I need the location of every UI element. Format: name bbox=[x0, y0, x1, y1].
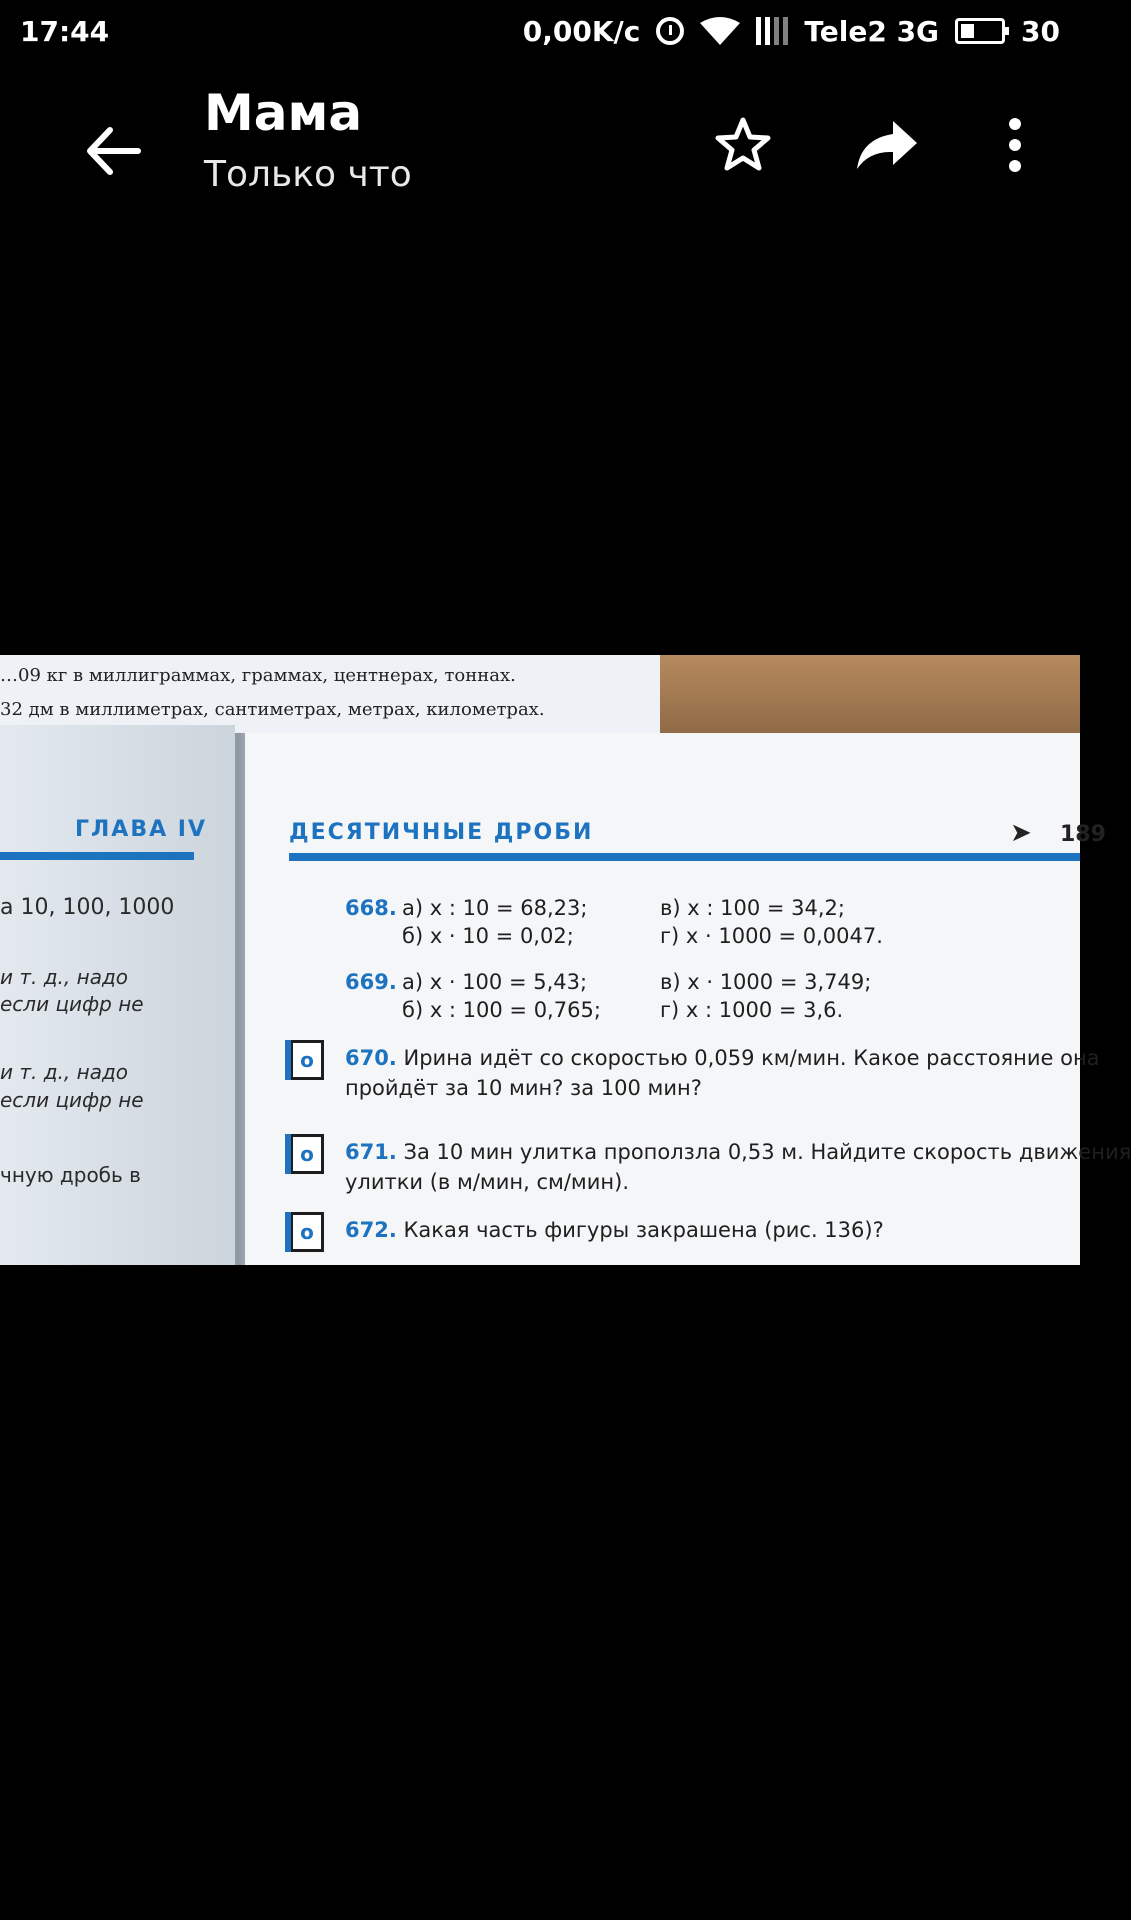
exercise-part: г) x : 1000 = 3,6. bbox=[660, 998, 844, 1022]
share-arrow-icon bbox=[855, 117, 919, 173]
share-button[interactable] bbox=[852, 110, 922, 180]
more-vert-icon bbox=[1005, 117, 1025, 173]
exercise-part: в) x : 100 = 34,2; bbox=[660, 896, 845, 920]
status-bar bbox=[0, 0, 1080, 62]
top-line: …09 кг в миллиграммах, граммах, центнерах, тоннах. bbox=[0, 665, 516, 686]
wifi-icon bbox=[700, 17, 740, 45]
chat-title: Мама bbox=[204, 84, 363, 142]
exercise-part: б) x · 10 = 0,02; bbox=[402, 924, 574, 948]
star-icon bbox=[713, 115, 773, 175]
top-line: 32 дм в миллиметрах, сантиметрах, метрах, километрах. bbox=[0, 699, 545, 720]
chapter-rule bbox=[0, 852, 194, 860]
chat-subtitle: Только что bbox=[204, 154, 412, 195]
section-heading: ДЕСЯТИЧНЫЕ ДРОБИ bbox=[289, 820, 594, 845]
left-text-line: и т. д., надо bbox=[0, 965, 129, 989]
left-text-line: если цифр не bbox=[0, 992, 144, 1016]
exercise-part: г) x · 1000 = 0,0047. bbox=[660, 924, 883, 948]
table-background bbox=[660, 655, 1080, 735]
task-line: улитки (в м/мин, см/мин). bbox=[345, 1170, 630, 1194]
section-rule bbox=[289, 853, 1080, 861]
task-icon: o bbox=[290, 1134, 324, 1174]
exercise-part: а) x : 10 = 68,23; bbox=[402, 896, 588, 920]
status-right bbox=[523, 15, 1060, 48]
page-number: 189 bbox=[1060, 822, 1106, 847]
bookmark-icon: ➤ bbox=[1010, 818, 1032, 848]
exercise-part: б) x : 100 = 0,765; bbox=[402, 998, 601, 1022]
exercise-part: а) x · 100 = 5,43; bbox=[402, 970, 588, 994]
task-icon: o bbox=[290, 1212, 324, 1252]
top-page-strip bbox=[0, 655, 660, 733]
battery-level: 30 bbox=[1021, 14, 1060, 48]
left-text-line: и т. д., надо bbox=[0, 1060, 129, 1084]
task-line: 672. Какая часть фигуры закрашена (рис. 136)? bbox=[345, 1218, 884, 1242]
app-bar bbox=[0, 62, 1080, 222]
exercise-part: в) x · 1000 = 3,749; bbox=[660, 970, 872, 994]
carrier-label: Tele2 3G bbox=[804, 14, 940, 48]
left-text-line: если цифр не bbox=[0, 1088, 144, 1112]
chapter-heading: ГЛАВА IV bbox=[75, 817, 207, 842]
more-options-button[interactable] bbox=[980, 110, 1050, 180]
alarm-icon bbox=[656, 17, 684, 45]
arrow-left-icon bbox=[78, 116, 148, 186]
net-speed: 0,00K/c bbox=[522, 14, 641, 48]
task-icon: o bbox=[290, 1040, 324, 1080]
signal-icon bbox=[756, 17, 788, 45]
back-button[interactable] bbox=[78, 116, 148, 186]
task-line: 671. За 10 мин улитка проползла 0,53 м. Найдите скорость движения bbox=[345, 1140, 1131, 1164]
battery-icon bbox=[955, 18, 1005, 44]
task-line: пройдёт за 10 мин? за 100 мин? bbox=[345, 1076, 702, 1100]
left-text-line: а 10, 100, 1000 bbox=[0, 895, 175, 920]
star-button[interactable] bbox=[708, 110, 778, 180]
task-line: 670. Ирина идёт со скоростью 0,059 км/мин. Какое расстояние она bbox=[345, 1046, 1100, 1070]
left-text-line: чную дробь в bbox=[0, 1163, 141, 1187]
status-time: 17:44 bbox=[20, 14, 110, 48]
exercise-number: 668. bbox=[345, 896, 397, 920]
exercise-number: 669. bbox=[345, 970, 397, 994]
